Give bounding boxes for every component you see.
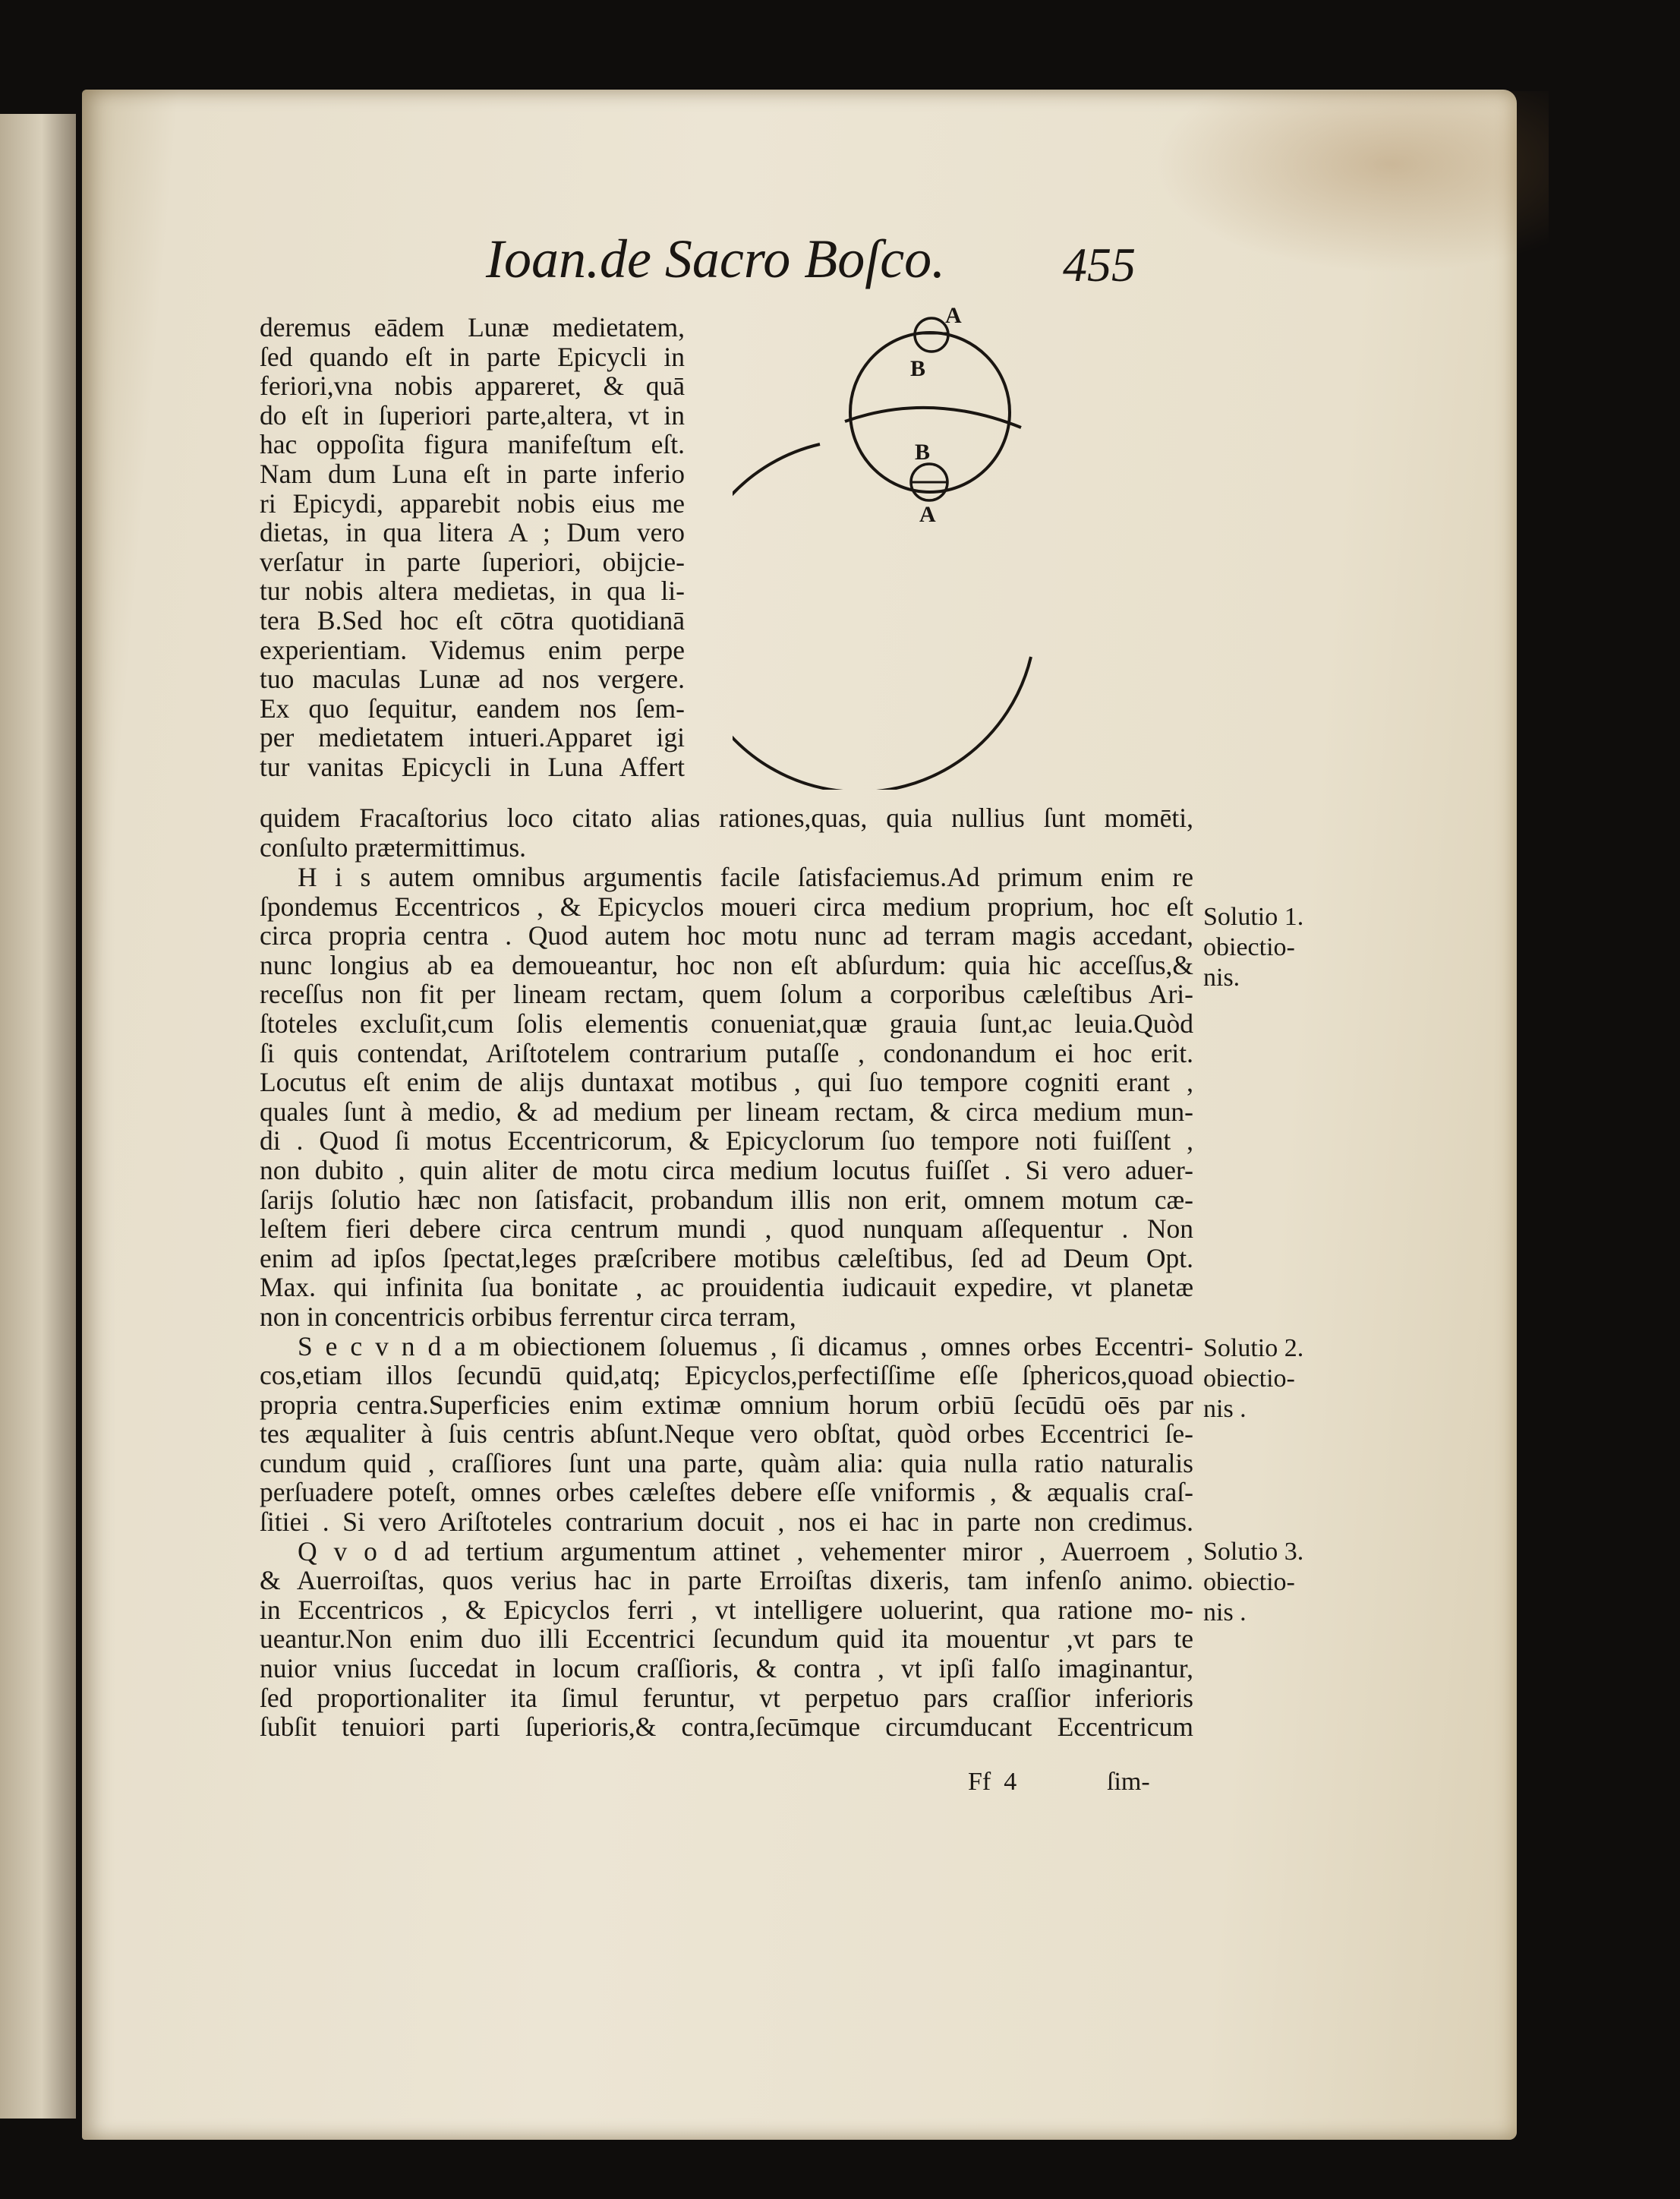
marginal-note-2: [1203, 1333, 1317, 1424]
main-text-body: [260, 863, 1193, 1742]
label-b-lower: B: [915, 440, 931, 465]
text-line: ſtoteles excluſit,cum ſolis elementis conueniat,quæ grauia ſunt,ac leuia.Quòd: [260, 1008, 1193, 1039]
text-line: verſatur in parte ſuperiori, obijcie-: [260, 546, 685, 577]
text-line: perſuadere poteſt, omnes orbes cæleſtes debere eſſe vniformis , & æqualis craſ-: [260, 1477, 1193, 1508]
text-line: ſubſit tenuiori parti ſuperioris,& contra,ſecūmque circumducant Eccentricum: [260, 1712, 1193, 1743]
page-number: 455: [1063, 238, 1136, 292]
text-line: cos,etiam illos ſecundū quid,atq; Epicyclos,perfectiſſime eſſe ſphericos,quoad: [260, 1360, 1193, 1391]
text-line: nunc longius ab ea demoueantur, hoc non eſt abſurdum: quia hic acceſſus,&: [260, 949, 1193, 980]
text-line: receſſus non fit per lineam rectam, quem ſolum a corporibus cæleſtibus Ari-: [260, 979, 1193, 1010]
marginal-note-1: [1203, 902, 1317, 993]
text-line: ſi quis contendat, Ariſtotelem contrarium putaſſe , condonandum ei hoc erit.: [260, 1037, 1193, 1068]
text-line: ſed proportionaliter ita ſimul feruntur, vt perpetuo pars craſſior inferioris: [260, 1682, 1193, 1713]
text-line: conſulto prætermittimus.: [260, 831, 527, 863]
marginal-line: obiectio-: [1203, 933, 1295, 961]
text-line: tera B.Sed hoc eſt cōtra quotidianā: [260, 604, 685, 636]
label-b-top: B: [910, 356, 926, 381]
text-line: quidem Fracaſtorius loco citato alias rationes,quas, quia nullius ſunt momēti,: [260, 803, 1193, 833]
marginal-line: obiectio-: [1203, 1365, 1295, 1393]
text-after-figure: [260, 803, 1193, 862]
text-line: Ex quo ſequitur, eandem nos ſem-: [260, 693, 685, 724]
deferent-circle: [733, 444, 1031, 790]
marginal-line: Solutio 2.: [1203, 1334, 1304, 1362]
text-line: ſpondemus Eccentricos , & Epicyclos moueri circa medium proprium, hoc eſt: [260, 891, 1193, 922]
text-line: tes æqualiter à ſuis centris abſunt.Neque vero obſtat, quòd orbes Eccentrici ſe-: [260, 1418, 1193, 1450]
text-line: deremus eādem Lunæ medietatem,: [260, 312, 685, 342]
text-line: in Eccentricos , & Epicyclos ferri , vt intelligere uoluerint, qua ratione mo-: [260, 1594, 1193, 1625]
text-line: ſitiei . Si vero Ariſtoteles contrarium docuit , nos ei hac in parte non credimus.: [260, 1506, 1193, 1538]
label-a-top: A: [945, 303, 962, 328]
text-line: cundum quid , craſſiores ſunt una parte, quàm alia: quia nulla ratio naturalis: [260, 1447, 1193, 1478]
text-line: ſarijs ſolutio hæc non ſatisfacit, probandum illis non erit, omnem motum cæ-: [260, 1184, 1193, 1215]
text-line: & Auerroiſtas, quos verius hac in parte Erroiſtas dixeris, tam infenſo animo.: [260, 1565, 1193, 1596]
text-line: dietas, in qua litera A ; Dum vero: [260, 517, 685, 548]
marginal-line: Solutio 3.: [1203, 1538, 1304, 1566]
text-line: ueantur.Non enim duo illi Eccentrici ſecundum quid ita mouentur ,vt pars te: [260, 1623, 1193, 1655]
left-page-edge: [0, 114, 76, 2119]
text-line: Locutus eſt enim de alijs duntaxat motibus , qui ſuo tempore cogniti erant ,: [260, 1067, 1193, 1098]
text-line: ſed quando eſt in parte Epicycli in: [260, 341, 685, 372]
epicycle-diagram-svg: [733, 300, 1127, 790]
connecting-arc: [845, 408, 1021, 427]
text-line: per medietatem intueri.Apparet igi: [260, 722, 685, 753]
text-line: S e c v n d a m obiectionem ſoluemus , ſi dicamus , omnes orbes Eccentri-: [298, 1330, 1193, 1361]
text-line: Max. qui infinita ſua bonitate , ac prouidentia iudicauit expedire, vt planetæ: [260, 1272, 1193, 1303]
text-line: quales ſunt à medio, & ad medium per lineam rectam, & circa medium mun-: [260, 1096, 1193, 1127]
running-head: Ioan.de Sacro Boſco.: [486, 229, 946, 289]
label-a-lower: A: [919, 502, 936, 527]
marginal-line: Solutio 1.: [1203, 903, 1304, 931]
text-line: do eſt in ſuperiori parte,altera, vt in: [260, 399, 685, 431]
marginal-line: nis .: [1203, 1395, 1247, 1423]
marginal-note-3: [1203, 1537, 1317, 1628]
text-line: feriori,vna nobis appareret, & quā: [260, 371, 685, 402]
text-line: H i s autem omnibus argumentis facile ſatisfaciemus.Ad primum enim re: [298, 862, 1193, 892]
text-line: di . Quod ſi motus Eccentricorum, & Epicyclorum ſuo tempore noti fuiſſent ,: [260, 1125, 1193, 1156]
text-line: enim ad ipſos ſpectat,leges præſcribere motibus cæleſtibus, ſed ad Deum Opt.: [260, 1242, 1193, 1273]
text-line: nuior vnius ſuccedat in locum craſſioris, & contra , vt ipſi falſo imaginantur,: [260, 1653, 1193, 1684]
text-line: circa propria centra . Quod autem hoc motu nunc ad terram magis accedant,: [260, 920, 1193, 951]
text-line: Nam dum Luna eſt in parte inferio: [260, 458, 685, 489]
catchword: ſim-: [1107, 1768, 1150, 1796]
epicycle-diagram: [733, 300, 1127, 790]
text-beside-figure: [260, 313, 685, 782]
text-line: propria centra.Superficies enim extimæ omnium horum orbiū ſecūdū oēs par: [260, 1389, 1193, 1420]
marginal-line: obiectio-: [1203, 1568, 1295, 1596]
text-line: experientiam. Videmus enim perpe: [260, 634, 685, 665]
text-line: non dubito , quin aliter de motu circa medium locutus fuiſſet . Si vero aduer-: [260, 1154, 1193, 1185]
marginal-line: nis .: [1203, 1598, 1247, 1626]
text-line: tur nobis altera medietas, in qua li-: [260, 576, 685, 607]
text-line: hac oppoſita figura manifeſtum eſt.: [260, 429, 685, 460]
marginal-line: nis.: [1203, 964, 1240, 992]
text-line: tuo maculas Lunæ ad nos vergere.: [260, 664, 685, 695]
text-line: Q v o d ad tertium argumentum attinet , vehementer miror , Auerroem ,: [298, 1535, 1193, 1566]
signature-mark: Ff 4: [968, 1768, 1017, 1796]
page-stain: [1154, 91, 1549, 273]
text-line: ri Epicydi, apparebit nobis eius me: [260, 487, 685, 519]
text-line: leſtem fieri debere circa centrum mundi , quod nunquam aſſequentur . Non: [260, 1213, 1193, 1245]
text-line: non in concentricis orbibus ferrentur circa terram,: [260, 1301, 796, 1332]
text-line: tur vanitas Epicycli in Luna Affert: [260, 751, 685, 782]
